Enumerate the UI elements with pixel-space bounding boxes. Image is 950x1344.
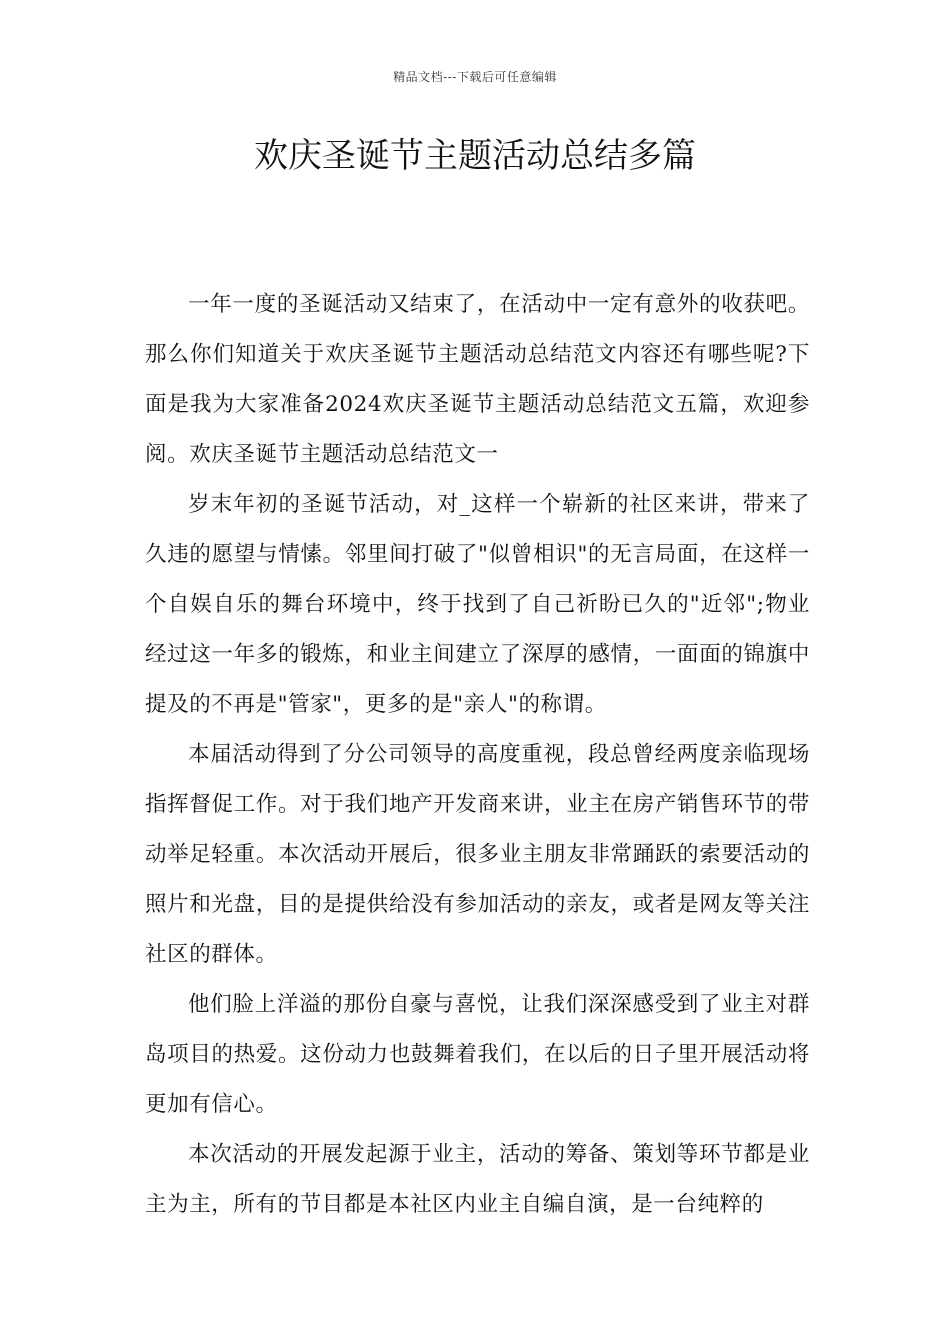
- paragraph-5: 本次活动的开展发起源于业主，活动的筹备、策划等环节都是业主为主，所有的节目都是本社区内业主自编自演，是一台纯粹的: [145, 1142, 810, 1217]
- page-header: 精品文档---下载后可任意编辑: [393, 70, 557, 84]
- paragraph-3: 本届活动得到了分公司领导的高度重视，段总曾经两度亲临现场指挥督促工作。对于我们地产开发商来讲，业主在房产销售环节的带动举足轻重。本次活动开展后，很多业主朋友非常踊跃的索要活动的照片和光盘，目的是提供给没有参加活动的亲友，或者是网友等关注社区的群体。: [145, 742, 810, 967]
- document-title: 欢庆圣诞节主题活动总结多篇: [254, 136, 696, 176]
- document-body: [145, 280, 810, 1230]
- paragraph-2: 岁末年初的圣诞节活动，对_这样一个崭新的社区来讲，带来了久违的愿望与情愫。邻里间打破了"似曾相识"的无言局面，在这样一个自娱自乐的舞台环境中，终于找到了自己祈盼已久的"近邻";物业经过这一年多的锻炼，和业主间建立了深厚的感情，一面面的锦旗中提及的不再是"管家"，更多的是"亲人"的称谓。: [145, 492, 810, 717]
- paragraph-4: 他们脸上洋溢的那份自豪与喜悦，让我们深深感受到了业主对群岛项目的热爱。这份动力也鼓舞着我们，在以后的日子里开展活动将更加有信心。: [145, 992, 810, 1117]
- paragraph-intro: 一年一度的圣诞活动又结束了，在活动中一定有意外的收获吧。那么你们知道关于欢庆圣诞节主题活动总结范文内容还有哪些呢?下面是我为大家准备2024欢庆圣诞节主题活动总结范文五篇，欢迎参阅。欢庆圣诞节主题活动总结范文一: [145, 292, 810, 467]
